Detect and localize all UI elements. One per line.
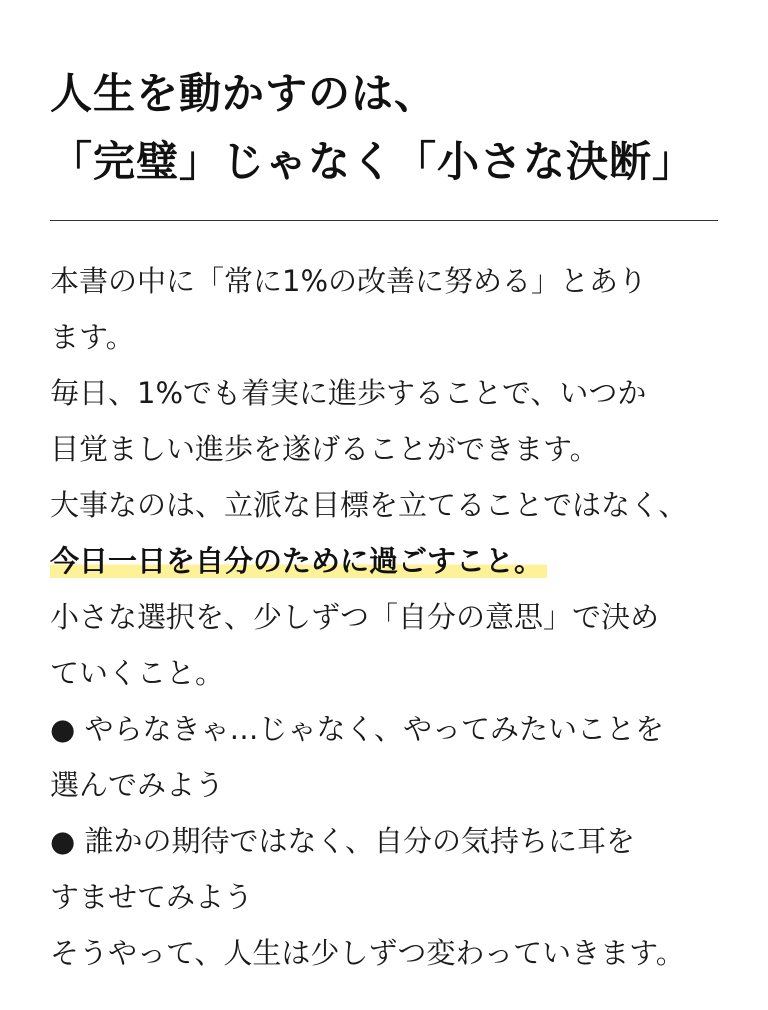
body-line: ていくこと。 (50, 656, 225, 690)
body-line: そうやって、人生は少しずつ変わっていきます。 (50, 936, 685, 970)
highlighted-sentence: 今日一日を自分のために過ごすこと。 (50, 544, 547, 578)
headline (50, 0, 720, 196)
body-line: 本書の中に「常に1%の改善に努める」とあり (50, 264, 648, 298)
article (50, 0, 720, 981)
body-line: 毎日、1%でも着実に進歩することで、いつか (50, 376, 647, 410)
bullet-item: ● 誰かの期待ではなく、自分の気持ちに耳を (50, 824, 635, 858)
headline-line-1: 人生を動かすのは、 (50, 69, 438, 118)
bullet-item-continuation: 選んでみよう (50, 768, 225, 802)
body-line: 目覚ましい進歩を遂げることができます。 (50, 432, 599, 466)
body-text (50, 253, 720, 981)
headline-line-2: 「完璧」じゃなく「小さな決断」 (50, 137, 696, 186)
body-line: ます。 (50, 320, 135, 354)
bullet-item-continuation: すませてみよう (50, 880, 254, 914)
body-line: 小さな選択を、少しずつ「自分の意思」で決め (50, 600, 660, 634)
highlighted-line-wrapper (50, 533, 720, 589)
divider (50, 220, 718, 221)
body-line: 大事なのは、立派な目標を立てることではなく、 (50, 488, 688, 522)
bullet-item: ● やらなきゃ…じゃなく、やってみたいことを (50, 712, 664, 746)
